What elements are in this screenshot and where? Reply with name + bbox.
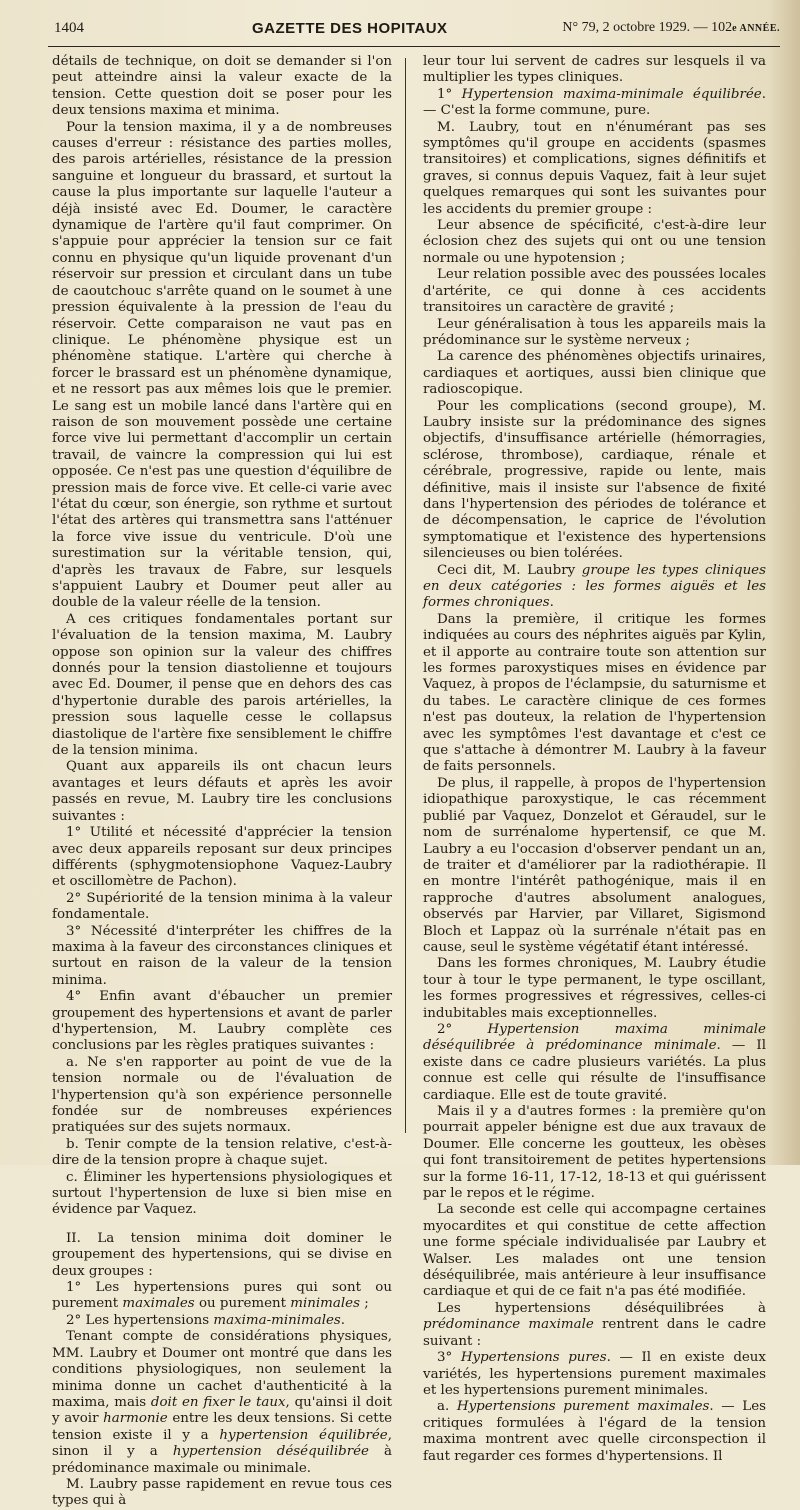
- paragraph: détails de technique, on doit se demander si l'on peut atteindre ainsi la valeur exacte de la tension. Cette question doit se poser pour les deux tensions maxima et minima.: [52, 54, 392, 119]
- left-column: [52, 54, 392, 1510]
- paragraph: 2° Supériorité de la tension minima à la valeur fondamentale.: [52, 890, 392, 923]
- paragraph: M. Laubry, tout en n'énumérant pas ses symptômes qu'il groupe en accidents (spasmes transitoires) et complications, signes définitifs et graves, si connus depuis Vaquez, fait à leur sujet quelques remarques qui sont les suivantes pour les accidents du premier groupe :: [423, 119, 766, 217]
- paragraph: 3° Hypertensions pures. — Il en existe deux variétés, les hypertensions purement maximales et les hypertensions purement minimales.: [423, 1350, 766, 1398]
- column-divider: [405, 58, 406, 1133]
- paragraph: Pour les complications (second groupe), M. Laubry insiste sur la prédominance des signes objectifs, d'insuffisance artérielle (hémorragies, sclérose, thrombose), cardiaque, rénale et cérébrale, progressive, rapide ou lente, mais définitive, mais il insiste sur l'absence de fixité dans l'hypertension des périodes de tolérance et de décompensation, le caprice de l'évolution symptomatique et l'existence des hypertensions silencieuses ou bien tolérées.: [423, 398, 766, 562]
- journal-title: GAZETTE DES HOPITAUX: [252, 20, 448, 37]
- issue-info: [562, 20, 780, 36]
- paragraph: Pour la tension maxima, il y a de nombreuses causes d'erreur : résistance des parties molles, des parois artérielles, résistance de la pression sanguine et longueur du brassard, et surtout la cause la plus importante sur laquelle l'auteur a déjà insisté avec Ed. Doumer, le caractère dynamique de l'artère qu'il faut comprimer. On s'appuie pour apprécier la tension sur ce fait connu en physique qu'un liquide provenant d'un réservoir sur pression et circulant dans un tube de caoutchouc s'arrête quand on le soumet à une pression équivalente à la pression de l'eau du réservoir. Cette comparaison ne vaut pas en clinique. Le phénomène physique est un phénomène statique. L'artère qui cherche à forcer le brassard est un phénomène dynamique, et ne ressort pas aux mêmes lois que le premier. Le sang est un mobile lancé dans l'artère qui en raison de son mouvement possède une certaine force vive lui permettant d'accomplir un certain travail, de vaincre la compression qui lui est opposée. Ce n'est pas une question d'équilibre de pression mais de force vive. Et celle-ci varie avec l'état du cœur, son énergie, son rythme et surtout l'état des artères qui transmettra sans l'atténuer la force vive issue du ventricule. D'où une surestimation sur la véritable tension, qui, d'après les travaux de Fabre, sur lesquels s'appuient Laubry et Doumer peut aller au double de la valeur réelle de la tension.: [52, 119, 392, 611]
- paragraph: Leur absence de spécificité, c'est-à-dire leur éclosion chez des sujets qui ont ou une tension normale ou une hypotension ;: [423, 218, 766, 266]
- header-rule: [48, 46, 780, 47]
- right-column: [423, 54, 766, 1465]
- paragraph: 2° Hypertension maxima minimale déséquilibrée à prédominance minimale. — Il existe dans ce cadre plusieurs variétés. La plus connue est celle qui résulte de l'insuffisance cardiaque. Elle est de toute gravité.: [423, 1021, 766, 1103]
- paragraph: Dans les formes chroniques, M. Laubry étudie tour à tour le type permanent, le type oscillant, les formes progressives et régressives, celles-ci indubitables mais exceptionnelles.: [423, 956, 766, 1021]
- paragraph: a. Ne s'en rapporter au point de vue de la tension normale ou de l'évaluation de l'hypertension qu'à son expérience personnelle fondée sur de nombreuses expériences pratiquées sur des sujets normaux.: [52, 1054, 392, 1136]
- paragraph: Tenant compte de considérations physiques, MM. Laubry et Doumer ont montré que dans les conditions physiologiques, non seulement la minima donne un cachet d'authenticité à la maxima, mais doit en fixer le taux, qu'ainsi il doit y avoir harmonie entre les deux tensions. Si cette tension existe il y a hypertension équilibrée, sinon il y a hypertension déséquilibrée à prédominance maximale ou minimale.: [52, 1329, 393, 1476]
- paragraph: M. Laubry passe rapidement en revue tous ces types qui à: [52, 1476, 392, 1509]
- paragraph: leur tour lui servent de cadres sur lesquels il va multiplier les types cliniques.: [423, 54, 766, 86]
- section-heading-paragraph: II. La tension minima doit dominer le groupement des hypertensions, qui se divise en deux groupes :: [52, 1230, 392, 1279]
- paragraph: 3° Nécessité d'interpréter les chiffres de la maxima à la faveur des circonstances cliniques et surtout en raison de la valeur de la tension minima.: [52, 923, 392, 988]
- paragraph: 2° Les hypertensions maxima-minimales.: [66, 1312, 346, 1328]
- issue-date: N° 79, 2 octobre 1929. — 102: [562, 20, 733, 35]
- paragraph: La carence des phénomènes objectifs urinaires, cardiaques et aortiques, aussi bien clinique que radioscopique.: [423, 349, 766, 398]
- paragraph: A ces critiques fondamentales portant sur l'évaluation de la tension maxima, M. Laubry oppose son opinion sur la valeur des chiffres donnés pour la tension diastolienne et toujours avec Ed. Doumer, il pense que en dehors des cas d'hypertonie durable des parois artérielles, la pression sous laquelle cesse le collapsus diastolique de l'artère fixe sensiblement le chiffre de la tension minima.: [52, 611, 392, 759]
- paragraph: c. Éliminer les hypertensions physiologiques et surtout l'hypertension de luxe si bien mise en évidence par Vaquez.: [52, 1169, 392, 1218]
- issue-year-suffix: e ANNÉE.: [732, 23, 780, 34]
- paragraph: Leur relation possible avec des poussées locales d'artérite, ce qui donne à ces accidents transitoires un caractère de gravité ;: [423, 267, 766, 316]
- paragraph: Mais il y a d'autres formes : la première qu'on pourrait appeler bénigne est due aux travaux de Doumer. Elle concerne les goutteux, les obèses qui font transitoirement de petites hypertensions sur la forme 16-11, 17-12, 18-13 et qui guérissent par le repos et le régime.: [423, 1104, 766, 1202]
- paragraph: Quant aux appareils ils ont chacun leurs avantages et leurs défauts et après les avoir passés en revue, M. Laubry tire les conclusions suivantes :: [52, 759, 392, 824]
- paragraph: 4° Enfin avant d'ébaucher un premier groupement des hypertensions et avant de parler d'hypertension, M. Laubry complète ces conclusions par les règles pratiques suivantes :: [52, 989, 392, 1054]
- paragraph: Dans la première, il critique les formes indiquées au cours des néphrites aiguës par Kylin, et il apporte au contraire toute son attention sur les formes paroxystiques mises en évidence par Vaquez, à propos de l'éclampsie, du saturnisme et du tabes. Le caractère clinique de ces formes n'est pas douteux, la relation de l'hypertension avec les symptômes l'est davantage et c'est ce que s'attache à démontrer M. Laubry à la faveur de faits personnels.: [423, 611, 766, 775]
- paragraph: Leur généralisation à tous les appareils mais la prédominance sur le système nerveux ;: [423, 316, 766, 348]
- paragraph: 1° Utilité et nécessité d'apprécier la tension avec deux appareils reposant sur deux principes différents (sphygmotensiophone Vaquez-Laubry et oscillomètre de Pachon).: [52, 825, 392, 890]
- paragraph: 1° Les hypertensions pures qui sont ou purement maximales ou purement minimales ;: [52, 1280, 392, 1312]
- paragraph: 1° Hypertension maxima-minimale équilibrée. — C'est la forme commune, pure.: [423, 86, 766, 119]
- page-header: [40, 20, 780, 46]
- paragraph: b. Tenir compte de la tension relative, c'est-à-dire de la tension propre à chaque sujet.: [52, 1136, 392, 1169]
- paragraph: a. Hypertensions purement maximales. — Les critiques formulées à l'égard de la tension maxima montrent avec quelle circonspection il faut regarder ces formes d'hypertensions. Il: [423, 1399, 766, 1464]
- page-number: 1404: [54, 20, 84, 36]
- paragraph: De plus, il rappelle, à propos de l'hypertension idiopathique paroxystique, le cas récemment publié par Vaquez, Donzelot et Géraudel, sur le nom de surrénalome hypertensif, ce que M. Laubry a eu l'occasion d'observer pendant un an, de traiter et d'améliorer par la radiothérapie. Il en montre l'intérêt pathogénique, mais il en rapproche d'autres absolument analogues, observés par Harvier, par Villaret, Sigismond Bloch et Lappaz où la surrénale n'était pas en cause, seul le système végétatif étant intéressé.: [423, 775, 766, 955]
- paragraph: La seconde est celle qui accompagne certaines myocardites et qui constitue de cette affection une forme spéciale individualisée par Laubry et Walser. Les malades ont une tension déséquilibrée, mais antérieure à leur insuffisance cardiaque et qui de ce fait n'a pas été modifiée.: [423, 1202, 766, 1300]
- paragraph: Ceci dit, M. Laubry groupe les types cliniques en deux catégories : les formes aiguës et les formes chroniques.: [423, 562, 766, 611]
- paragraph: Les hypertensions déséquilibrées à prédominance maximale rentrent dans le cadre suivant :: [423, 1300, 766, 1349]
